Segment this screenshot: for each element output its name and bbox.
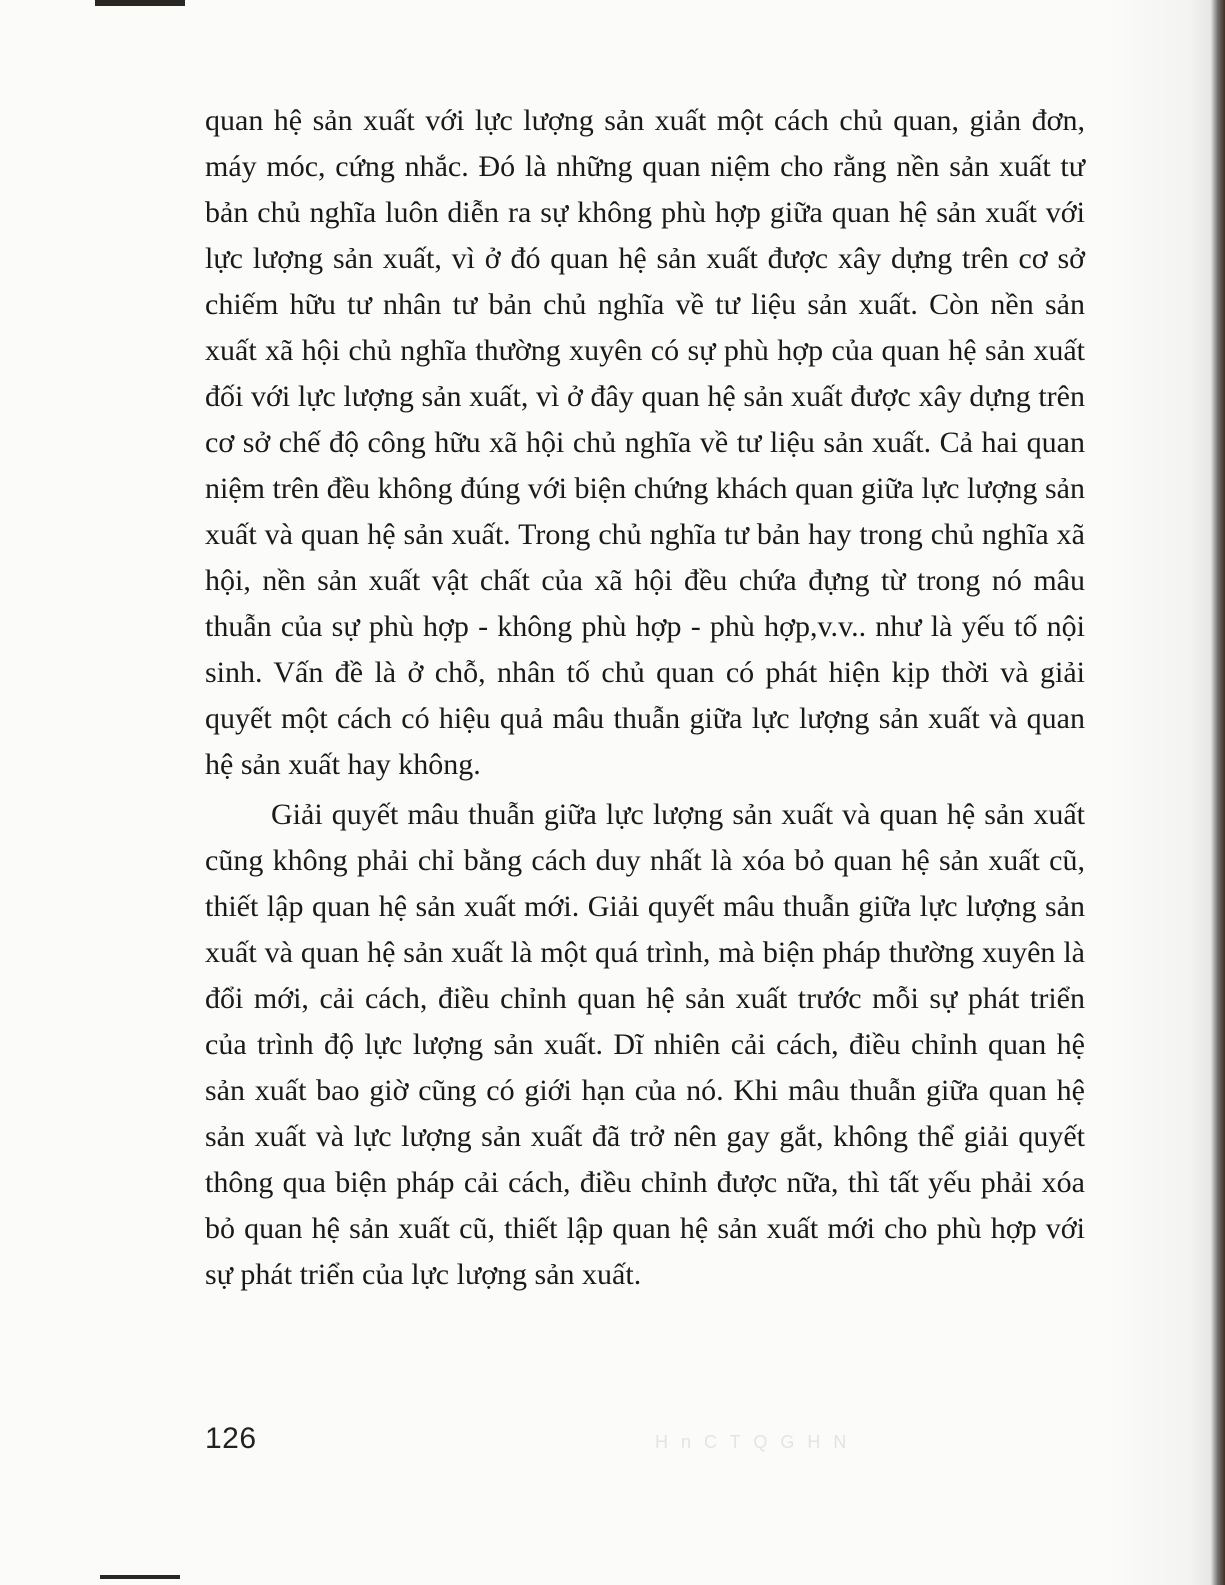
page-edge-shadow-right <box>1105 0 1225 1585</box>
page-edge-shadow-top <box>95 0 185 6</box>
page-number: 126 <box>205 1422 257 1455</box>
body-text <box>205 98 1085 1298</box>
paragraph-resolving-contradiction: Giải quyết mâu thuẫn giữa lực lượng sản xuất và quan hệ sản xuất cũng không phải chỉ bằng cách duy nhất là xóa bỏ quan hệ sản xuất cũ, thiết lập quan hệ sản xuất mới. Giải quyết mâu thuẫn giữa lực lượng sản xuất và quan hệ sản xuất là một quá trình, mà biện pháp thường xuyên là đổi mới, cải cách, điều chỉnh quan hệ sản xuất trước mỗi sự phát triển của trình độ lực lượng sản xuất. Dĩ nhiên cải cách, điều chỉnh quan hệ sản xuất bao giờ cũng có giới hạn của nó. Khi mâu thuẫn giữa quan hệ sản xuất và lực lượng sản xuất đã trở nên gay gắt, không thể giải quyết thông qua biện pháp cải cách, điều chỉnh được nữa, thì tất yếu phải xóa bỏ quan hệ sản xuất cũ, thiết lập quan hệ sản xuất mới cho phù hợp với sự phát triển của lực lượng sản xuất. <box>205 798 1085 1291</box>
paragraph-continued: quan hệ sản xuất với lực lượng sản xuất một cách chủ quan, giản đơn, máy móc, cứng nhắc. Đó là những quan niệm cho rằng nền sản xuất tư bản chủ nghĩa luôn diễn ra sự không phù hợp giữa quan hệ sản xuất với lực lượng sản xuất, vì ở đó quan hệ sản xuất được xây dựng trên cơ sở chiếm hữu tư nhân tư bản chủ nghĩa về tư liệu sản xuất. Còn nền sản xuất xã hội chủ nghĩa thường xuyên có sự phù hợp của quan hệ sản xuất đối với lực lượng sản xuất, vì ở đây quan hệ sản xuất được xây dựng trên cơ sở chế độ công hữu xã hội chủ nghĩa về tư liệu sản xuất. Cả hai quan niệm trên đều không đúng với biện chứng khách quan giữa lực lượng sản xuất và quan hệ sản xuất. Trong chủ nghĩa tư bản hay trong chủ nghĩa xã hội, nền sản xuất vật chất của xã hội đều chứa đựng từ trong nó mâu thuẫn của sự phù hợp - không phù hợp - phù hợp,v.v.. như là yếu tố nội sinh. Vấn đề là ở chỗ, nhân tố chủ quan có phát hiện kịp thời và giải quyết một cách có hiệu quả mâu thuẫn giữa lực lượng sản xuất và quan hệ sản xuất hay không. <box>205 104 1085 781</box>
page-edge-shadow-bottom <box>100 1575 180 1579</box>
faint-watermark-text: H n C T Q G H N <box>655 1432 851 1452</box>
